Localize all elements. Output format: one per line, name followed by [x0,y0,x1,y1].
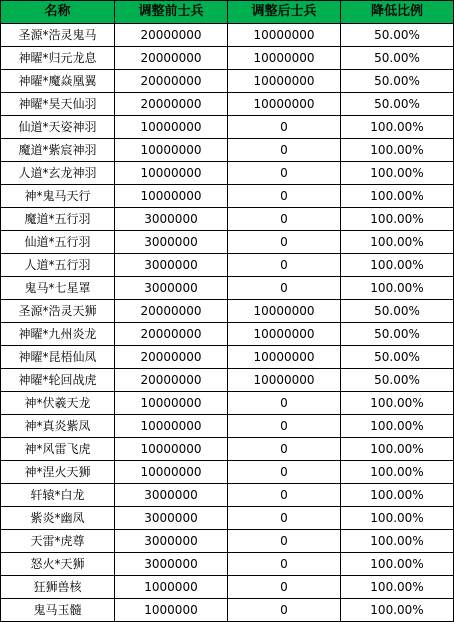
header-row [1,1,454,24]
cell-before-soldiers: 10000000 [115,392,228,415]
cell-after-soldiers: 10000000 [228,300,341,323]
cell-after-soldiers: 10000000 [228,24,341,47]
cell-after-soldiers: 0 [228,277,341,300]
cell-after-soldiers: 10000000 [228,369,341,392]
cell-reduction-ratio: 50.00% [341,369,454,392]
cell-before-soldiers: 10000000 [115,139,228,162]
cell-reduction-ratio: 50.00% [341,346,454,369]
header-before-soldiers: 调整前士兵 [115,1,228,24]
cell-name: 怒火*天狮 [1,553,115,576]
header-reduction-ratio: 降低比例 [341,1,454,24]
cell-after-soldiers: 10000000 [228,47,341,70]
cell-reduction-ratio: 100.00% [341,185,454,208]
table-row [1,231,454,254]
table-row [1,484,454,507]
cell-after-soldiers: 0 [228,507,341,530]
cell-name: 神曜*轮回战虎 [1,369,115,392]
cell-name: 圣源*浩灵天狮 [1,300,115,323]
table-row [1,461,454,484]
cell-name: 魔道*五行羽 [1,208,115,231]
cell-reduction-ratio: 100.00% [341,208,454,231]
table-row [1,24,454,47]
cell-after-soldiers: 0 [228,599,341,622]
cell-before-soldiers: 3000000 [115,553,228,576]
table-row [1,139,454,162]
cell-reduction-ratio: 100.00% [341,576,454,599]
cell-after-soldiers: 0 [228,162,341,185]
cell-name: 轩辕*白龙 [1,484,115,507]
table-row [1,392,454,415]
header-after-soldiers: 调整后士兵 [228,1,341,24]
cell-reduction-ratio: 50.00% [341,93,454,116]
cell-name: 人道*玄龙神羽 [1,162,115,185]
cell-name: 天雷*虎尊 [1,530,115,553]
cell-before-soldiers: 3000000 [115,254,228,277]
table-row [1,93,454,116]
cell-name: 神*真炎紫凤 [1,415,115,438]
cell-after-soldiers: 0 [228,254,341,277]
table-row [1,162,454,185]
table-row [1,116,454,139]
cell-before-soldiers: 3000000 [115,530,228,553]
cell-before-soldiers: 3000000 [115,231,228,254]
cell-before-soldiers: 10000000 [115,461,228,484]
table-row [1,277,454,300]
cell-before-soldiers: 3000000 [115,208,228,231]
cell-after-soldiers: 0 [228,530,341,553]
cell-after-soldiers: 10000000 [228,93,341,116]
cell-before-soldiers: 10000000 [115,185,228,208]
table-row [1,70,454,93]
cell-name: 神曜*九州炎龙 [1,323,115,346]
cell-after-soldiers: 10000000 [228,70,341,93]
table-row [1,553,454,576]
cell-name: 圣源*浩灵鬼马 [1,24,115,47]
cell-after-soldiers: 0 [228,231,341,254]
cell-before-soldiers: 20000000 [115,47,228,70]
cell-reduction-ratio: 100.00% [341,116,454,139]
table-row [1,530,454,553]
cell-before-soldiers: 1000000 [115,576,228,599]
cell-reduction-ratio: 100.00% [341,484,454,507]
cell-before-soldiers: 20000000 [115,70,228,93]
cell-before-soldiers: 3000000 [115,507,228,530]
cell-after-soldiers: 0 [228,484,341,507]
cell-name: 鬼马*七星罩 [1,277,115,300]
cell-reduction-ratio: 50.00% [341,70,454,93]
table-row [1,323,454,346]
table-row [1,254,454,277]
cell-reduction-ratio: 100.00% [341,461,454,484]
cell-name: 狂狮兽核 [1,576,115,599]
cell-name: 紫炎*幽凤 [1,507,115,530]
cell-before-soldiers: 20000000 [115,369,228,392]
table-header [1,1,454,24]
cell-name: 神*伏羲天龙 [1,392,115,415]
cell-after-soldiers: 0 [228,415,341,438]
cell-name: 鬼马玉髓 [1,599,115,622]
cell-before-soldiers: 20000000 [115,93,228,116]
cell-reduction-ratio: 100.00% [341,162,454,185]
cell-reduction-ratio: 100.00% [341,507,454,530]
cell-before-soldiers: 10000000 [115,116,228,139]
cell-before-soldiers: 20000000 [115,300,228,323]
table-row [1,369,454,392]
table-row [1,507,454,530]
cell-before-soldiers: 3000000 [115,484,228,507]
cell-before-soldiers: 10000000 [115,415,228,438]
cell-name: 魔道*紫宸神羽 [1,139,115,162]
table-row [1,599,454,622]
table-row [1,185,454,208]
cell-reduction-ratio: 100.00% [341,139,454,162]
cell-reduction-ratio: 100.00% [341,599,454,622]
cell-name: 仙道*天姿神羽 [1,116,115,139]
cell-after-soldiers: 0 [228,438,341,461]
table-row [1,47,454,70]
header-name: 名称 [1,1,115,24]
cell-reduction-ratio: 100.00% [341,553,454,576]
cell-name: 神*涅火天狮 [1,461,115,484]
cell-after-soldiers: 0 [228,185,341,208]
cell-name: 神*风雷飞虎 [1,438,115,461]
cell-name: 仙道*五行羽 [1,231,115,254]
cell-after-soldiers: 10000000 [228,323,341,346]
cell-name: 神曜*魔焱凰翼 [1,70,115,93]
cell-before-soldiers: 3000000 [115,277,228,300]
cell-before-soldiers: 1000000 [115,599,228,622]
cell-name: 神*鬼马天行 [1,185,115,208]
cell-after-soldiers: 0 [228,461,341,484]
cell-reduction-ratio: 100.00% [341,277,454,300]
cell-name: 人道*五行羽 [1,254,115,277]
cell-before-soldiers: 10000000 [115,438,228,461]
cell-reduction-ratio: 50.00% [341,323,454,346]
cell-reduction-ratio: 50.00% [341,24,454,47]
cell-after-soldiers: 0 [228,139,341,162]
cell-before-soldiers: 10000000 [115,162,228,185]
cell-reduction-ratio: 100.00% [341,254,454,277]
cell-reduction-ratio: 100.00% [341,438,454,461]
cell-after-soldiers: 0 [228,208,341,231]
cell-after-soldiers: 0 [228,116,341,139]
cell-name: 神曜*昆梧仙凤 [1,346,115,369]
cell-after-soldiers: 10000000 [228,346,341,369]
cell-reduction-ratio: 100.00% [341,231,454,254]
table-row [1,346,454,369]
cell-before-soldiers: 20000000 [115,323,228,346]
table-row [1,300,454,323]
table-row [1,438,454,461]
table-row [1,208,454,231]
cell-reduction-ratio: 100.00% [341,415,454,438]
cell-after-soldiers: 0 [228,553,341,576]
cell-after-soldiers: 0 [228,392,341,415]
cell-before-soldiers: 20000000 [115,24,228,47]
table-row [1,576,454,599]
cell-before-soldiers: 20000000 [115,346,228,369]
cell-name: 神曜*昊天仙羽 [1,93,115,116]
cell-reduction-ratio: 100.00% [341,530,454,553]
cell-name: 神曜*归元龙息 [1,47,115,70]
cell-reduction-ratio: 50.00% [341,300,454,323]
cell-after-soldiers: 0 [228,576,341,599]
table-row [1,415,454,438]
cell-reduction-ratio: 100.00% [341,392,454,415]
cell-reduction-ratio: 50.00% [341,47,454,70]
table-body [1,24,454,622]
